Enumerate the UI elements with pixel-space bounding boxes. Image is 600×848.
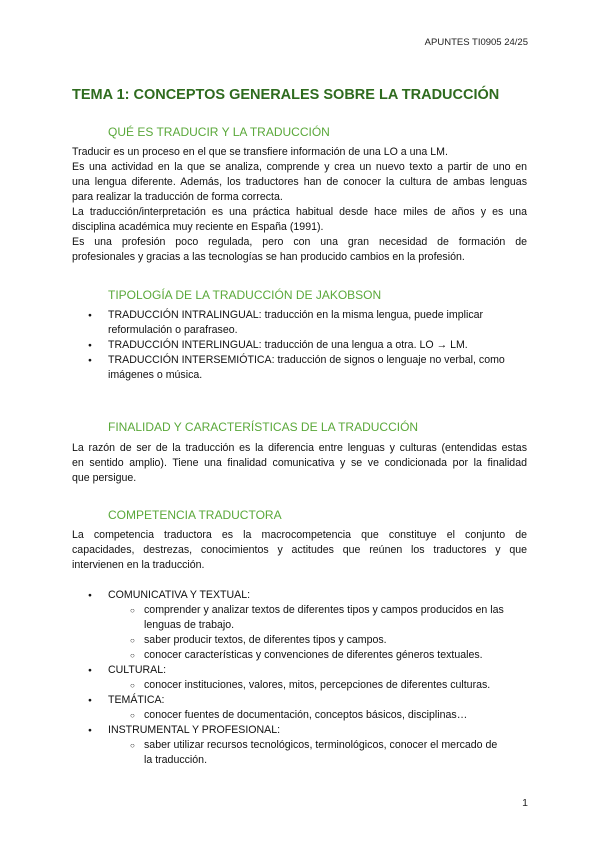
text-line: Es una profesión poco regulada, pero con una gran necesidad de formación de	[72, 236, 527, 248]
section-heading-tipologia: TIPOLOGÍA DE LA TRADUCCIÓN DE JAKOBSON	[108, 288, 382, 302]
sub-item-text: la traducción.	[144, 754, 208, 766]
group-label: ● CULTURAL:	[108, 664, 167, 676]
sub-list-item	[108, 633, 527, 648]
sub-list-item	[108, 603, 527, 633]
text-line: Traducir es un proceso en el que se transfiere información de una LO a una LM.	[72, 146, 448, 158]
text-line: para realizar la traducción de forma correcta.	[72, 191, 283, 203]
section-heading-finalidad: FINALIDAD Y CARACTERÍSTICAS DE LA TRADUCCIÓN	[108, 420, 419, 434]
sub-item-text: ○ comprender y analizar textos de diferentes tipos y campos producidos en las	[144, 604, 504, 616]
text-line: La competencia traductora es la macrocompetencia que constituye el conjunto de	[72, 529, 527, 541]
list-item-text: ● TRADUCCIÓN INTERLINGUAL: traducción de una lengua a otra. LO → LM.	[108, 339, 468, 351]
sub-list	[108, 738, 527, 768]
section-3-paragraph	[72, 441, 527, 486]
text-line: La traducción/interpretación es una práctica habitual desde hace miles de años y es una	[72, 206, 527, 218]
sub-item-text: ○ conocer instituciones, valores, mitos, percepciones de diferentes culturas.	[144, 679, 491, 691]
section-heading-competencia: COMPETENCIA TRADUCTORA	[108, 508, 282, 522]
text-line: en sentido amplio). Tiene una finalidad comunicativa y se ve condicionada por la finalidad	[72, 457, 527, 469]
text-line: intervienen en la traducción.	[72, 559, 205, 571]
list-item	[72, 353, 527, 383]
text-line: una lengua diferente. Además, los traductores han de conocer la cultura de ambas lenguas	[72, 176, 527, 188]
group-label: ● TEMÁTICA:	[108, 694, 165, 706]
text-line: La razón de ser de la traducción es la diferencia entre lenguas y culturas (entendidas estas	[72, 442, 527, 454]
sub-list	[108, 603, 527, 663]
list-item-text: reformulación o parafraseo.	[108, 324, 238, 336]
section-heading-que-es-traducir: QUÉ ES TRADUCIR Y LA TRADUCCIÓN	[108, 125, 330, 139]
list-item	[72, 723, 527, 768]
section-1-paragraph	[72, 145, 527, 265]
sub-item-text: lenguas de trabajo.	[144, 619, 235, 631]
section-4-paragraph	[72, 528, 527, 573]
sub-item-text: ○ conocer fuentes de documentación, conceptos básicos, disciplinas…	[144, 709, 468, 721]
list-item	[72, 588, 527, 663]
group-label: ● INSTRUMENTAL Y PROFESIONAL:	[108, 724, 281, 736]
jakobson-list	[72, 308, 527, 383]
sub-list-item	[108, 708, 527, 723]
sub-list-item	[108, 648, 527, 663]
sub-item-text: ○ saber utilizar recursos tecnológicos, terminológicos, conocer el mercado de	[144, 739, 498, 751]
sub-item-text: ○ saber producir textos, de diferentes tipos y campos.	[144, 634, 387, 646]
text-line: que persigue.	[72, 472, 137, 484]
sub-list-item	[108, 678, 527, 693]
list-item-text: ● TRADUCCIÓN INTRALINGUAL: traducción en la misma lengua, puede implicar	[108, 309, 484, 321]
sub-item-text: ○ conocer características y convenciones de diferentes géneros textuales.	[144, 649, 483, 661]
text-line: disciplina académica muy reciente en España (1991).	[72, 221, 324, 233]
group-label: ● COMUNICATIVA Y TEXTUAL:	[108, 589, 251, 601]
sub-list	[108, 708, 527, 723]
page-header: APUNTES TI0905 24/25	[424, 37, 528, 48]
page-title: TEMA 1: CONCEPTOS GENERALES SOBRE LA TRADUCCIÓN	[72, 87, 500, 103]
sub-list	[108, 678, 527, 693]
list-item-text: ● TRADUCCIÓN INTERSEMIÓTICA: traducción de signos o lenguaje no verbal, como	[108, 354, 505, 366]
list-item	[72, 338, 527, 353]
text-line: capacidades, destrezas, conocimientos y actitudes que reúnen los traductores y que	[72, 544, 527, 556]
list-item	[72, 693, 527, 723]
page-number: 1	[522, 797, 528, 809]
sub-list-item	[108, 738, 527, 768]
list-item	[72, 663, 527, 693]
list-item	[72, 308, 527, 338]
text-line: profesionales y gracias a las tecnologías se han producido cambios en la profesión.	[72, 251, 465, 263]
list-item-text: imágenes o música.	[108, 369, 203, 381]
text-line: Es una actividad en la que se analiza, comprende y crea un nuevo texto a partir de uno en	[72, 161, 527, 173]
competence-list	[72, 588, 527, 768]
